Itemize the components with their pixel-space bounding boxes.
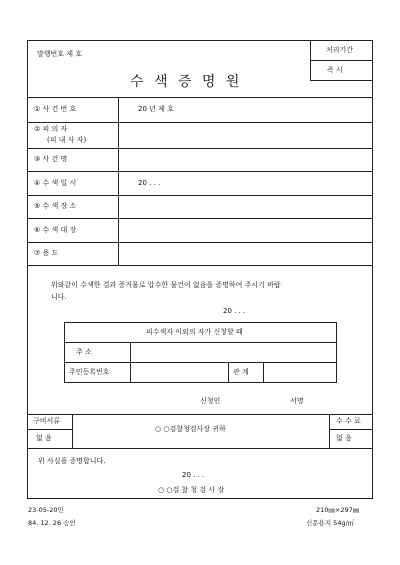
issuer: ○ ○검 찰 청 검 사 장 [158,486,225,494]
row-label-search-place: ⑤ 수 색 장 소 [34,202,77,210]
approval-date: 84. 12. 26 승인 [28,519,76,527]
statement-line-1: 위와같이 수색한 결과 증거물로 압수한 물건이 없음을 증명하여 주시기 바랍 [51,281,281,289]
fee-value: 없 음 [336,434,352,442]
paper-type: 신문용지 54g/㎡ [306,519,355,527]
applicant-label: 신청인 [200,397,221,405]
recipient: ○ ○검찰청검사장 귀하 [155,425,226,433]
row-label-suspect: ② 피 의 자 [34,125,68,133]
processing-period-value: 즉 시 [327,66,343,74]
row-label-case-name: ③ 사 건 명 [34,155,68,163]
certify-date: 20 . . . [182,471,205,479]
resident-number-label: 주민등록번호 [69,368,110,376]
fee-label: 수 수 료 [336,417,361,425]
certify-text: 위 사실을 증명합니다. [38,457,106,465]
row-value-search-datetime: 20 . . . [138,179,161,187]
paper-size: 210㎜×297㎜ [316,506,360,514]
form-code: 23-05-20민 [28,506,64,514]
statement-date: 20 . . . [223,307,246,315]
row-label-suspect-sub: (피 내 사 자) [47,136,87,144]
row-label-case-number: ① 사 건 번 호 [34,105,77,113]
form-title: 수 색 증 명 원 [130,74,243,90]
issue-number: 발행번호 제 호 [37,50,83,58]
statement-line-2: 니다. [51,293,67,301]
processing-period-label: 처리기간 [326,46,354,54]
signature-label: 서명 [290,397,304,405]
row-label-search-datetime: ④ 수 색 일 시 [34,179,77,187]
address-label: 주 소 [76,348,92,356]
row-value-case-number: 20 년 제 호 [138,105,174,113]
third-party-title: 피수색자 이외의 자가 신청할 때 [146,328,243,336]
row-label-search-target: ⑥ 수 색 대 장 [34,226,77,234]
required-docs-label: 구비서류 [33,417,61,425]
required-docs-value: 없 음 [36,434,52,442]
relation-label: 관 계 [233,368,249,376]
row-label-purpose: ⑦ 용 도 [34,249,59,257]
